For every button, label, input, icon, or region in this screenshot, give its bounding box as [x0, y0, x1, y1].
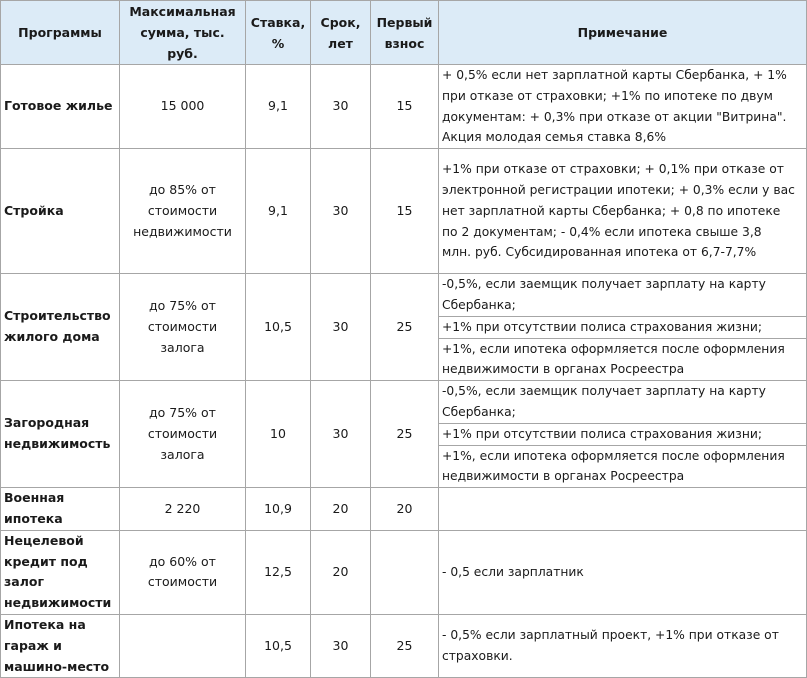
program-name-cell-line: Военная — [4, 490, 65, 506]
rate-cell: 12,5 — [246, 530, 311, 614]
header-term — [311, 1, 371, 65]
header-rate-line: Ставка, — [250, 14, 306, 30]
down-payment-cell: 15 — [371, 65, 439, 149]
program-name-cell — [1, 381, 120, 488]
term-cell: 30 — [311, 614, 371, 677]
note-line: недвижимости в органах Росреестра — [442, 469, 685, 484]
down-payment-cell: 25 — [371, 381, 439, 488]
note-line: - 0,5 если зарплатник — [442, 564, 584, 579]
note-line: +1%, если ипотека оформляется после оформления — [442, 448, 785, 463]
max-sum-cell-line: стоимости — [147, 318, 218, 334]
header-program: Программы — [1, 1, 120, 65]
table-row — [1, 149, 807, 274]
rate-cell: 10,5 — [246, 614, 311, 677]
program-name-cell-line: Стройка — [4, 202, 64, 218]
note-line: недвижимости в органах Росреестра — [442, 362, 685, 377]
header-term-line: лет — [328, 35, 353, 51]
note-line: + 0,5% если нет зарплатной карты Сбербанка, + 1% — [442, 68, 787, 82]
program-name-cell-line: Ипотека на — [4, 616, 86, 632]
note-line: -0,5%, если заемщик получает зарплату на карту — [442, 384, 766, 399]
program-name-cell-line: гараж и — [4, 637, 62, 653]
term-cell: 30 — [311, 274, 371, 381]
note-line: Акция молодая семья ставка 8,6% — [442, 130, 667, 145]
program-name-cell-line: недвижимости — [4, 595, 112, 611]
program-name-cell-line: машино-место — [4, 658, 110, 674]
max-sum-cell-line: стоимости — [147, 574, 218, 590]
table-row — [1, 530, 807, 614]
header-max-sum-line: Максимальная — [129, 4, 236, 19]
note-cell — [439, 381, 807, 488]
max-sum-cell — [120, 274, 246, 381]
note-line: +1% при отсутствии полиса страхования жизни; — [442, 319, 763, 334]
program-name-cell — [1, 274, 120, 381]
max-sum-cell-line: стоимости — [147, 202, 218, 218]
max-sum-cell-line: до 85% от — [149, 181, 216, 197]
header-down-line: взнос — [384, 35, 425, 51]
note-line: Сбербанка; — [442, 297, 516, 312]
rate-cell: 10 — [246, 381, 311, 488]
note-line: электронной регистрации ипотеки; + 0,3% если у вас — [442, 182, 795, 197]
max-sum-cell — [120, 488, 246, 531]
program-name-cell-line: Строительство — [4, 308, 111, 324]
down-payment-cell: 25 — [371, 614, 439, 677]
max-sum-cell-line: залога — [160, 339, 205, 355]
program-name-cell-line: кредит под — [4, 553, 88, 569]
max-sum-cell-line: до 60% от — [149, 553, 216, 569]
note-line: млн. руб. Субсидированная ипотека от 6,7-7,7% — [442, 245, 757, 260]
note-cell — [439, 149, 807, 274]
note-part — [439, 316, 806, 338]
program-name-cell — [1, 149, 120, 274]
note-line: +1% при отказе от страховки; + 0,1% при отказе от — [442, 162, 784, 177]
note-part — [439, 445, 806, 488]
rate-cell: 9,1 — [246, 65, 311, 149]
note-line: страховки. — [442, 649, 513, 664]
note-line: Сбербанка; — [442, 404, 516, 419]
max-sum-cell-line: недвижимости — [133, 223, 232, 239]
note-part — [442, 625, 803, 667]
note-line: документам: + 0,3% при отказе от акции "Витрина". — [442, 109, 787, 124]
table-row — [1, 488, 807, 531]
rate-cell: 9,1 — [246, 149, 311, 274]
max-sum-cell — [120, 149, 246, 274]
term-cell: 30 — [311, 149, 371, 274]
table-row — [1, 614, 807, 677]
header-rate — [246, 1, 311, 65]
note-part — [439, 338, 806, 381]
header-term-line: Срок, — [320, 14, 361, 30]
max-sum-cell — [120, 381, 246, 488]
header-max-sum-line: сумма, тыс. руб. — [140, 25, 225, 61]
max-sum-cell-line: залога — [160, 446, 205, 462]
down-payment-cell: 20 — [371, 488, 439, 531]
table-row — [1, 65, 807, 149]
max-sum-cell — [120, 65, 246, 149]
note-cell — [439, 530, 807, 614]
note-line: +1%, если ипотека оформляется после оформления — [442, 341, 785, 356]
table-row — [1, 274, 807, 381]
note-part — [442, 159, 803, 263]
rate-cell: 10,9 — [246, 488, 311, 531]
note-part — [442, 65, 803, 148]
down-payment-cell — [371, 530, 439, 614]
max-sum-cell-line: до 75% от — [149, 404, 216, 420]
rate-cell: 10,5 — [246, 274, 311, 381]
header-down-payment — [371, 1, 439, 65]
program-name-cell — [1, 614, 120, 677]
note-line: - 0,5% если зарплатный проект, +1% при отказе от — [442, 628, 779, 643]
max-sum-cell — [120, 614, 246, 677]
header-rate-line: % — [271, 35, 285, 51]
program-name-cell — [1, 530, 120, 614]
program-name-cell-line: Нецелевой — [4, 532, 84, 548]
header-note: Примечание — [439, 1, 807, 65]
program-name-cell — [1, 488, 120, 531]
term-cell: 20 — [311, 530, 371, 614]
term-cell: 20 — [311, 488, 371, 531]
note-line: по 2 документам; - 0,4% если ипотека свыше 3,8 — [442, 224, 762, 239]
term-cell: 30 — [311, 381, 371, 488]
term-cell: 30 — [311, 65, 371, 149]
table-row — [1, 381, 807, 488]
note-part — [439, 423, 806, 445]
program-name-cell-line: недвижимость — [4, 436, 111, 452]
header-down-line: Первый — [376, 14, 433, 30]
program-name-cell-line: Загородная — [4, 415, 90, 431]
max-sum-cell-line: до 75% от — [149, 297, 216, 313]
program-name-cell-line: залог — [4, 574, 44, 590]
max-sum-cell-line: 15 000 — [160, 98, 205, 114]
note-cell — [439, 274, 807, 381]
note-cell — [439, 65, 807, 149]
note-cell — [439, 488, 807, 531]
down-payment-cell: 25 — [371, 274, 439, 381]
max-sum-cell — [120, 530, 246, 614]
note-line: нет зарплатной карты Сбербанка; + 0,8 по ипотеке — [442, 203, 781, 218]
program-name-cell — [1, 65, 120, 149]
table-body — [1, 65, 807, 678]
note-part — [439, 274, 806, 316]
program-name-cell-line: Готовое жилье — [4, 98, 113, 114]
note-line: -0,5%, если заемщик получает зарплату на карту — [442, 277, 766, 292]
header-row — [1, 1, 807, 65]
note-cell — [439, 614, 807, 677]
note-part — [442, 562, 803, 583]
header-max-sum — [120, 1, 246, 65]
program-name-cell-line: ипотека — [4, 510, 63, 526]
down-payment-cell: 15 — [371, 149, 439, 274]
note-line: при отказе от страховки; +1% по ипотеке по двум — [442, 88, 773, 103]
note-line: +1% при отсутствии полиса страхования жизни; — [442, 426, 763, 441]
note-part — [439, 381, 806, 423]
max-sum-cell-line: стоимости — [147, 425, 218, 441]
max-sum-cell-line: 2 220 — [164, 500, 201, 516]
program-name-cell-line: жилого дома — [4, 329, 100, 345]
